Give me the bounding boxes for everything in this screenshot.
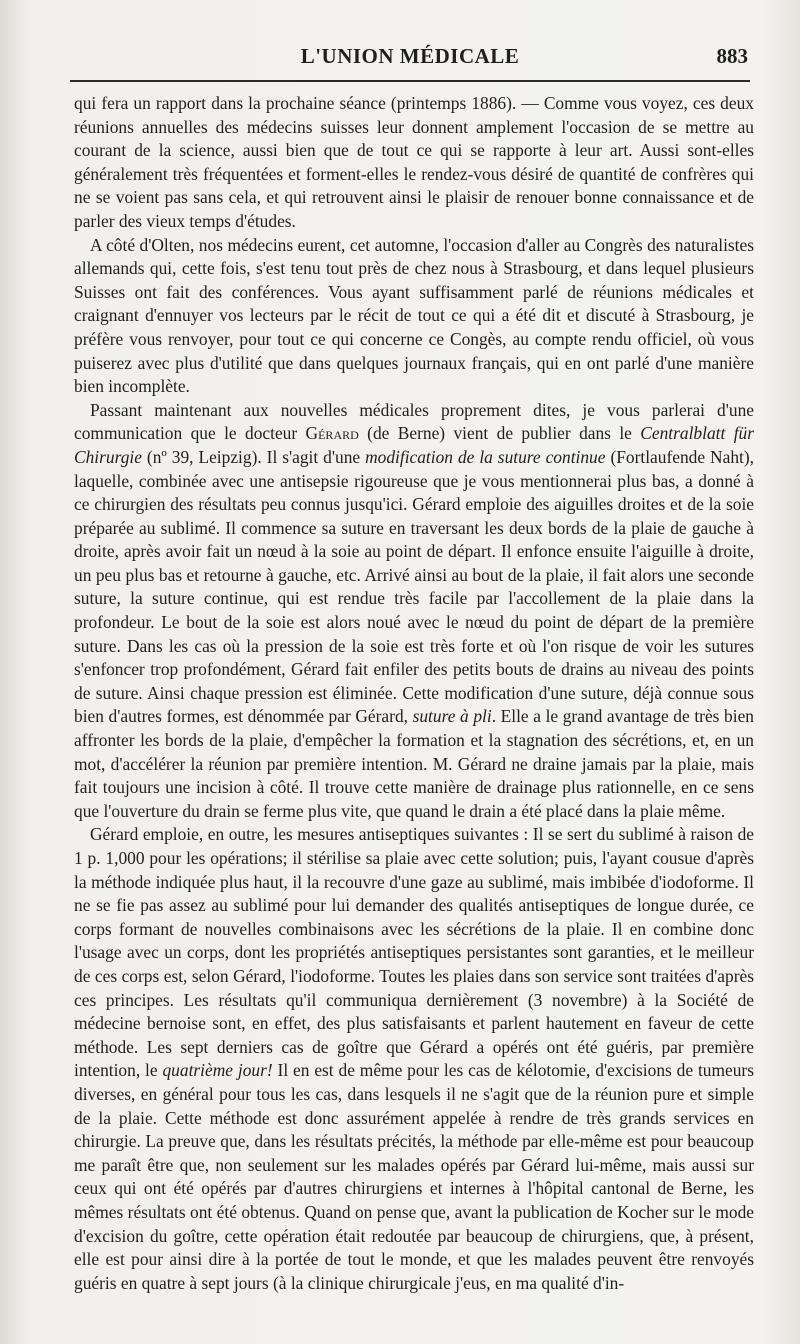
suture-term: suture à pli — [412, 706, 492, 727]
paragraph-3-text-1: Passant maintenant aux nouvelles médicales proprement dites, je vous parlerai d'une communication que le docteur — [74, 399, 754, 444]
running-title: L'UNION MÉDICALE — [300, 44, 520, 68]
paragraph-3-text-3: (nº 39, Leipzig). Il s'agit d'une — [141, 446, 366, 467]
paragraph-1: qui fera un rapport dans la prochaine séance (printemps 1886). — Comme vous voyez, ces deux réunions annuelles des médecins suisses leur donnent amplement l'occasion de se mettre au courant de la science, aussi bien que de tout ce qui se rapporte à leur art. Aussi sont-elles généralement très fréquentées et forment-elles le rendez-vous désiré de quantité de confrères qui ne se voient pas sans cela, et qui retrouvent ainsi le plaisir de renouer bonne connaissance et de parler des vieux temps d'études. — [74, 93, 754, 231]
paragraph-3-text-4: (Fortlaufende Naht), laquelle, combinée avec une antisepsie rigoureuse que je vous mentionnerai plus bas, a donné à ce chirurgien des résultats peu connus jusqu'ici. Gérard emploie des aiguilles droites et de la soie préparée au sublimé. Il commence sa suture en traversant les deux bords de la plaie de gauche à droite, après avoir fait un nœud à la soie au point de départ. Il enfonce ensuite l'aiguille à droite, un peu plus bas et retourne à gauche, etc. Arrivé ainsi au bout de la plaie, il fait alors une seconde suture, la suture continue, qui est rendue très facile par l'accollement de la plaie dans la profondeur. Le bout de la soie est alors noué avec le nœud du point de départ de la première suture. Dans les cas où la pression de la soie est très forte et où l'on risque de voir les sutures s'enfoncer trop profondément, Gérard fait enfiler des petits bouts de drains au niveau des points de suture. Ainsi chaque pression est éliminée. Cette modification d'une suture, déjà connue sous bien d'autres formes, est dénommée par Gérard, — [74, 446, 754, 727]
paragraph-3 — [74, 399, 754, 824]
journal-title: Centralblatt für Chirurgie — [74, 423, 754, 467]
paragraph-4 — [74, 823, 754, 1295]
page-number: 883 — [716, 44, 748, 68]
paragraph-2: A côté d'Olten, nos médecins eurent, cet automne, l'occasion d'aller au Congrès des naturalistes allemands qui, cette fois, s'est tenu tout près de chez nous à Strasbourg, et dans lequel plusieurs Suisses ont fait des conférences. Vous ayant suffisamment parlé de réunions médicales et craignant d'ennuyer vos lecteurs par le récit de tout ce qui a été dit et discuté à Strasbourg, je préfère vous renvoyer, pour tout ce qui concerne ce Congès, au compte rendu officiel, où vous puiserez avec plus d'utilité que dans quelques journaux français, qui en ont parlé d'une manière bien incomplète. — [74, 234, 754, 397]
page-header — [70, 40, 750, 78]
article-body — [74, 92, 754, 1295]
emphasis-text: quatrième jour! — [162, 1060, 273, 1081]
topic-title: modification de la suture continue — [365, 446, 606, 467]
paragraph-3-text-5: . Elle a le grand avantage de très bien affronter les bords de la plaie, d'empêcher la formation et la stagnation des sécrétions, et, en un mot, d'accélérer la réunion par première intention. M. Gérard ne draine jamais par la plaie, mais fait toujours une incision à côté. Il trouve cette manière de drainage plus rationnelle, en ce sens que l'ouverture du drain se ferme plus vite, que quand le drain a été placé dans la plaie même. — [74, 706, 754, 821]
paragraph-3-text-2: (de Berne) vient de publier dans le — [358, 423, 641, 444]
header-rule — [70, 80, 750, 82]
paragraph-4-text-2: Il en est de même pour les cas de kélotomie, d'excisions de tumeurs diverses, en général pour tous les cas, dans lesquels il ne s'agit que de la réunion pure et simple de la plaie. Cette méthode est donc assurément appelée à rendre de très grands services en chirurgie. La preuve que, dans les résultats précités, la méthode par elle-même est pour beaucoup me paraît être que, non seulement sur les malades opérés par Gérard lui-même, mais aussi sur ceux qui ont été opérés par d'autres chirurgiens et internes à l'hôpital cantonal de Berne, les mêmes résultats ont été obtenus. Quand on pense que, avant la publication de Kocher sur le mode d'excision du goître, cette opération était redoutée par beaucoup de chirurgiens, que, à présent, elle est pour ainsi dire à la portée de tout le monde, et que les malades peuvent être renvoyés guéris en quatre à sept jours (à la clinique chirurgicale j'eus, en ma qualité d'in- — [74, 1060, 754, 1293]
paragraph-4-text-1: Gérard emploie, en outre, les mesures antiseptiques suivantes : Il se sert du sublimé à raison de 1 p. 1,000 pour les opérations; il stérilise sa plaie avec cette solution; puis, l'ayant cousue d'après la méthode indiquée plus haut, il la recouvre d'une gaze au sublimé, mais imbibée d'iodoforme. Il ne se fie pas assez au sublimé pour lui demander des qualités antiseptiques de longue durée, ce corps formant de nouvelles combinaisons avec les sécrétions de la plaie. Il en combine donc l'usage avec un corps, dont les propriétés antiseptiques persistantes sont garanties, et le meilleur de ces corps est, selon Gérard, l'iodoforme. Toutes les plaies dans son service sont traitées d'après ces principes. Les résultats qu'il communiqua dernièrement (3 novembre) à la Société de médecine bernoise sont, en effet, des plus satisfaisants et parlent hautement en faveur de cette méthode. Les sept derniers cas de goître que Gérard a opérés ont été guéris, par première intention, le — [74, 824, 754, 1081]
author-name: Gérard — [305, 423, 359, 444]
